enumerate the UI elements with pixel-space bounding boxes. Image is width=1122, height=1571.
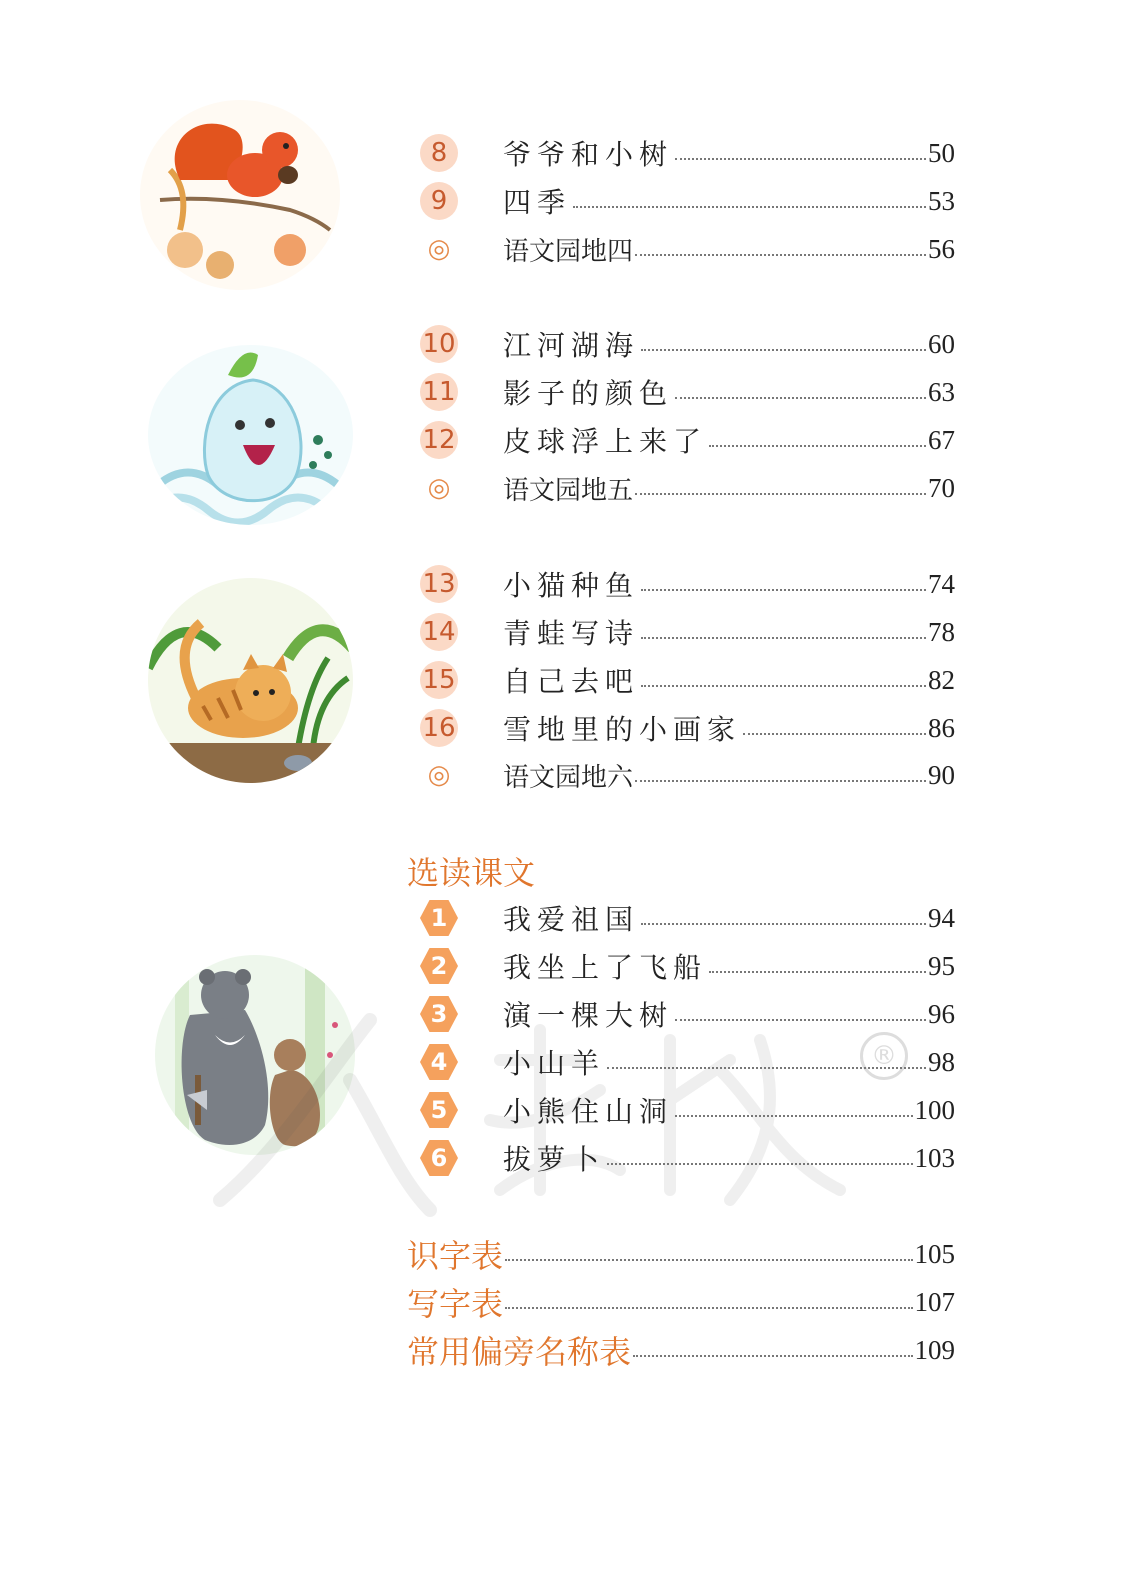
water-droplet-character-illustration xyxy=(148,345,353,525)
page-number: 78 xyxy=(928,616,955,647)
toc-row[interactable] xyxy=(410,896,955,940)
dot-leader xyxy=(675,158,926,160)
dot-leader xyxy=(641,637,926,639)
toc-row[interactable] xyxy=(410,1040,955,1084)
page-number: 63 xyxy=(928,376,955,407)
double-circle-icon: ◎ xyxy=(427,234,451,264)
toc-row[interactable] xyxy=(410,944,955,988)
page-number: 96 xyxy=(928,998,955,1029)
lesson-title[interactable]: 四季 xyxy=(503,186,572,219)
page-number: 90 xyxy=(928,759,955,790)
lesson-title[interactable]: 小猫种鱼 xyxy=(503,569,640,602)
hexagon-badge: 2 xyxy=(410,952,468,980)
lesson-number: 8 xyxy=(410,138,468,168)
toc-row[interactable] xyxy=(410,610,955,654)
page-number: 107 xyxy=(914,1286,955,1317)
page-number: 74 xyxy=(928,568,955,599)
toc-row[interactable] xyxy=(410,1136,955,1180)
appendix-title[interactable]: 识字表 xyxy=(407,1237,504,1275)
dot-leader xyxy=(505,1259,912,1261)
toc-row[interactable] xyxy=(410,658,955,702)
lesson-number: 9 xyxy=(410,186,468,216)
tabby-cat-illustration xyxy=(148,578,353,783)
page-number: 105 xyxy=(914,1238,955,1269)
lesson-title[interactable]: 皮球浮上来了 xyxy=(503,425,708,458)
lesson-title[interactable]: 语文园地六 xyxy=(503,762,634,793)
lesson-number: 16 xyxy=(410,713,468,743)
lesson-number: 15 xyxy=(410,665,468,695)
page-number: 50 xyxy=(928,137,955,168)
bears-illustration xyxy=(155,955,355,1155)
toc-row[interactable] xyxy=(410,466,955,510)
lesson-title[interactable]: 语文园地四 xyxy=(503,236,634,267)
dot-leader xyxy=(607,1067,926,1069)
lesson-title[interactable]: 雪地里的小画家 xyxy=(503,713,742,746)
toc-row[interactable] xyxy=(410,131,955,175)
hexagon-badge: 4 xyxy=(410,1048,468,1076)
dot-leader xyxy=(675,397,926,399)
page-number: 60 xyxy=(928,328,955,359)
page-number: 98 xyxy=(928,1046,955,1077)
dot-leader xyxy=(641,349,926,351)
double-circle-icon: ◎ xyxy=(427,760,451,790)
lesson-title[interactable]: 语文园地五 xyxy=(503,475,634,506)
registered-mark: ® xyxy=(860,1032,908,1080)
page-number: 100 xyxy=(914,1094,955,1125)
page-number: 53 xyxy=(928,185,955,216)
page-number: 109 xyxy=(914,1334,955,1365)
lesson-number: 12 xyxy=(410,425,468,455)
lesson-title[interactable]: 小熊住山洞 xyxy=(503,1095,674,1128)
toc-row[interactable] xyxy=(410,992,955,1036)
lesson-number: 10 xyxy=(410,329,468,359)
dot-leader xyxy=(607,1163,912,1165)
toc-row[interactable] xyxy=(410,562,955,606)
hexagon-badge: 1 xyxy=(410,904,468,932)
hexagon-badge: 6 xyxy=(410,1144,468,1172)
lesson-title[interactable]: 我坐上了飞船 xyxy=(503,951,708,984)
dot-leader xyxy=(709,971,926,973)
page-number: 70 xyxy=(928,472,955,503)
appendix-row[interactable] xyxy=(407,1328,955,1372)
page-number: 103 xyxy=(914,1142,955,1173)
page-number: 56 xyxy=(928,233,955,264)
hexagon-badge: 3 xyxy=(410,1000,468,1028)
toc-row[interactable] xyxy=(410,322,955,366)
page-number: 67 xyxy=(928,424,955,455)
appendix-row[interactable] xyxy=(407,1280,955,1324)
lesson-title[interactable]: 我爱祖国 xyxy=(503,903,640,936)
toc-row[interactable] xyxy=(410,227,955,271)
dot-leader xyxy=(635,254,926,256)
appendix-title[interactable]: 常用偏旁名称表 xyxy=(407,1333,632,1371)
dot-leader xyxy=(675,1115,912,1117)
lesson-title[interactable]: 小山羊 xyxy=(503,1047,606,1080)
dot-leader xyxy=(633,1355,912,1357)
toc-row[interactable] xyxy=(410,706,955,750)
lesson-number: 13 xyxy=(410,569,468,599)
lesson-title[interactable]: 自己去吧 xyxy=(503,665,640,698)
lesson-title[interactable]: 青蛙写诗 xyxy=(503,617,640,650)
dot-leader xyxy=(743,733,926,735)
lesson-title[interactable]: 影子的颜色 xyxy=(503,377,674,410)
lesson-title[interactable]: 江河湖海 xyxy=(503,329,640,362)
lesson-number: 14 xyxy=(410,617,468,647)
lesson-title[interactable]: 演一棵大树 xyxy=(503,999,674,1032)
squirrel-illustration xyxy=(140,100,340,290)
toc-row[interactable] xyxy=(410,370,955,414)
toc-row[interactable] xyxy=(410,179,955,223)
page-number: 82 xyxy=(928,664,955,695)
dot-leader xyxy=(573,206,926,208)
dot-leader xyxy=(709,445,926,447)
lesson-title[interactable]: 拔萝卜 xyxy=(503,1143,606,1176)
toc-row[interactable] xyxy=(410,418,955,462)
lesson-number: 11 xyxy=(410,377,468,407)
page-number: 94 xyxy=(928,902,955,933)
hexagon-badge: 5 xyxy=(410,1096,468,1124)
lesson-title[interactable]: 爷爷和小树 xyxy=(503,138,674,171)
dot-leader xyxy=(675,1019,926,1021)
page-number: 86 xyxy=(928,712,955,743)
optional-readings-heading: 选读课文 xyxy=(407,854,536,892)
toc-row[interactable] xyxy=(410,753,955,797)
double-circle-icon: ◎ xyxy=(427,473,451,503)
page-number: 95 xyxy=(928,950,955,981)
dot-leader xyxy=(641,685,926,687)
dot-leader xyxy=(635,493,926,495)
appendix-title[interactable]: 写字表 xyxy=(407,1285,504,1323)
dot-leader xyxy=(641,589,926,591)
dot-leader xyxy=(635,780,926,782)
appendix-row[interactable] xyxy=(407,1232,955,1276)
dot-leader xyxy=(641,923,926,925)
toc-row[interactable] xyxy=(410,1088,955,1132)
dot-leader xyxy=(505,1307,912,1309)
